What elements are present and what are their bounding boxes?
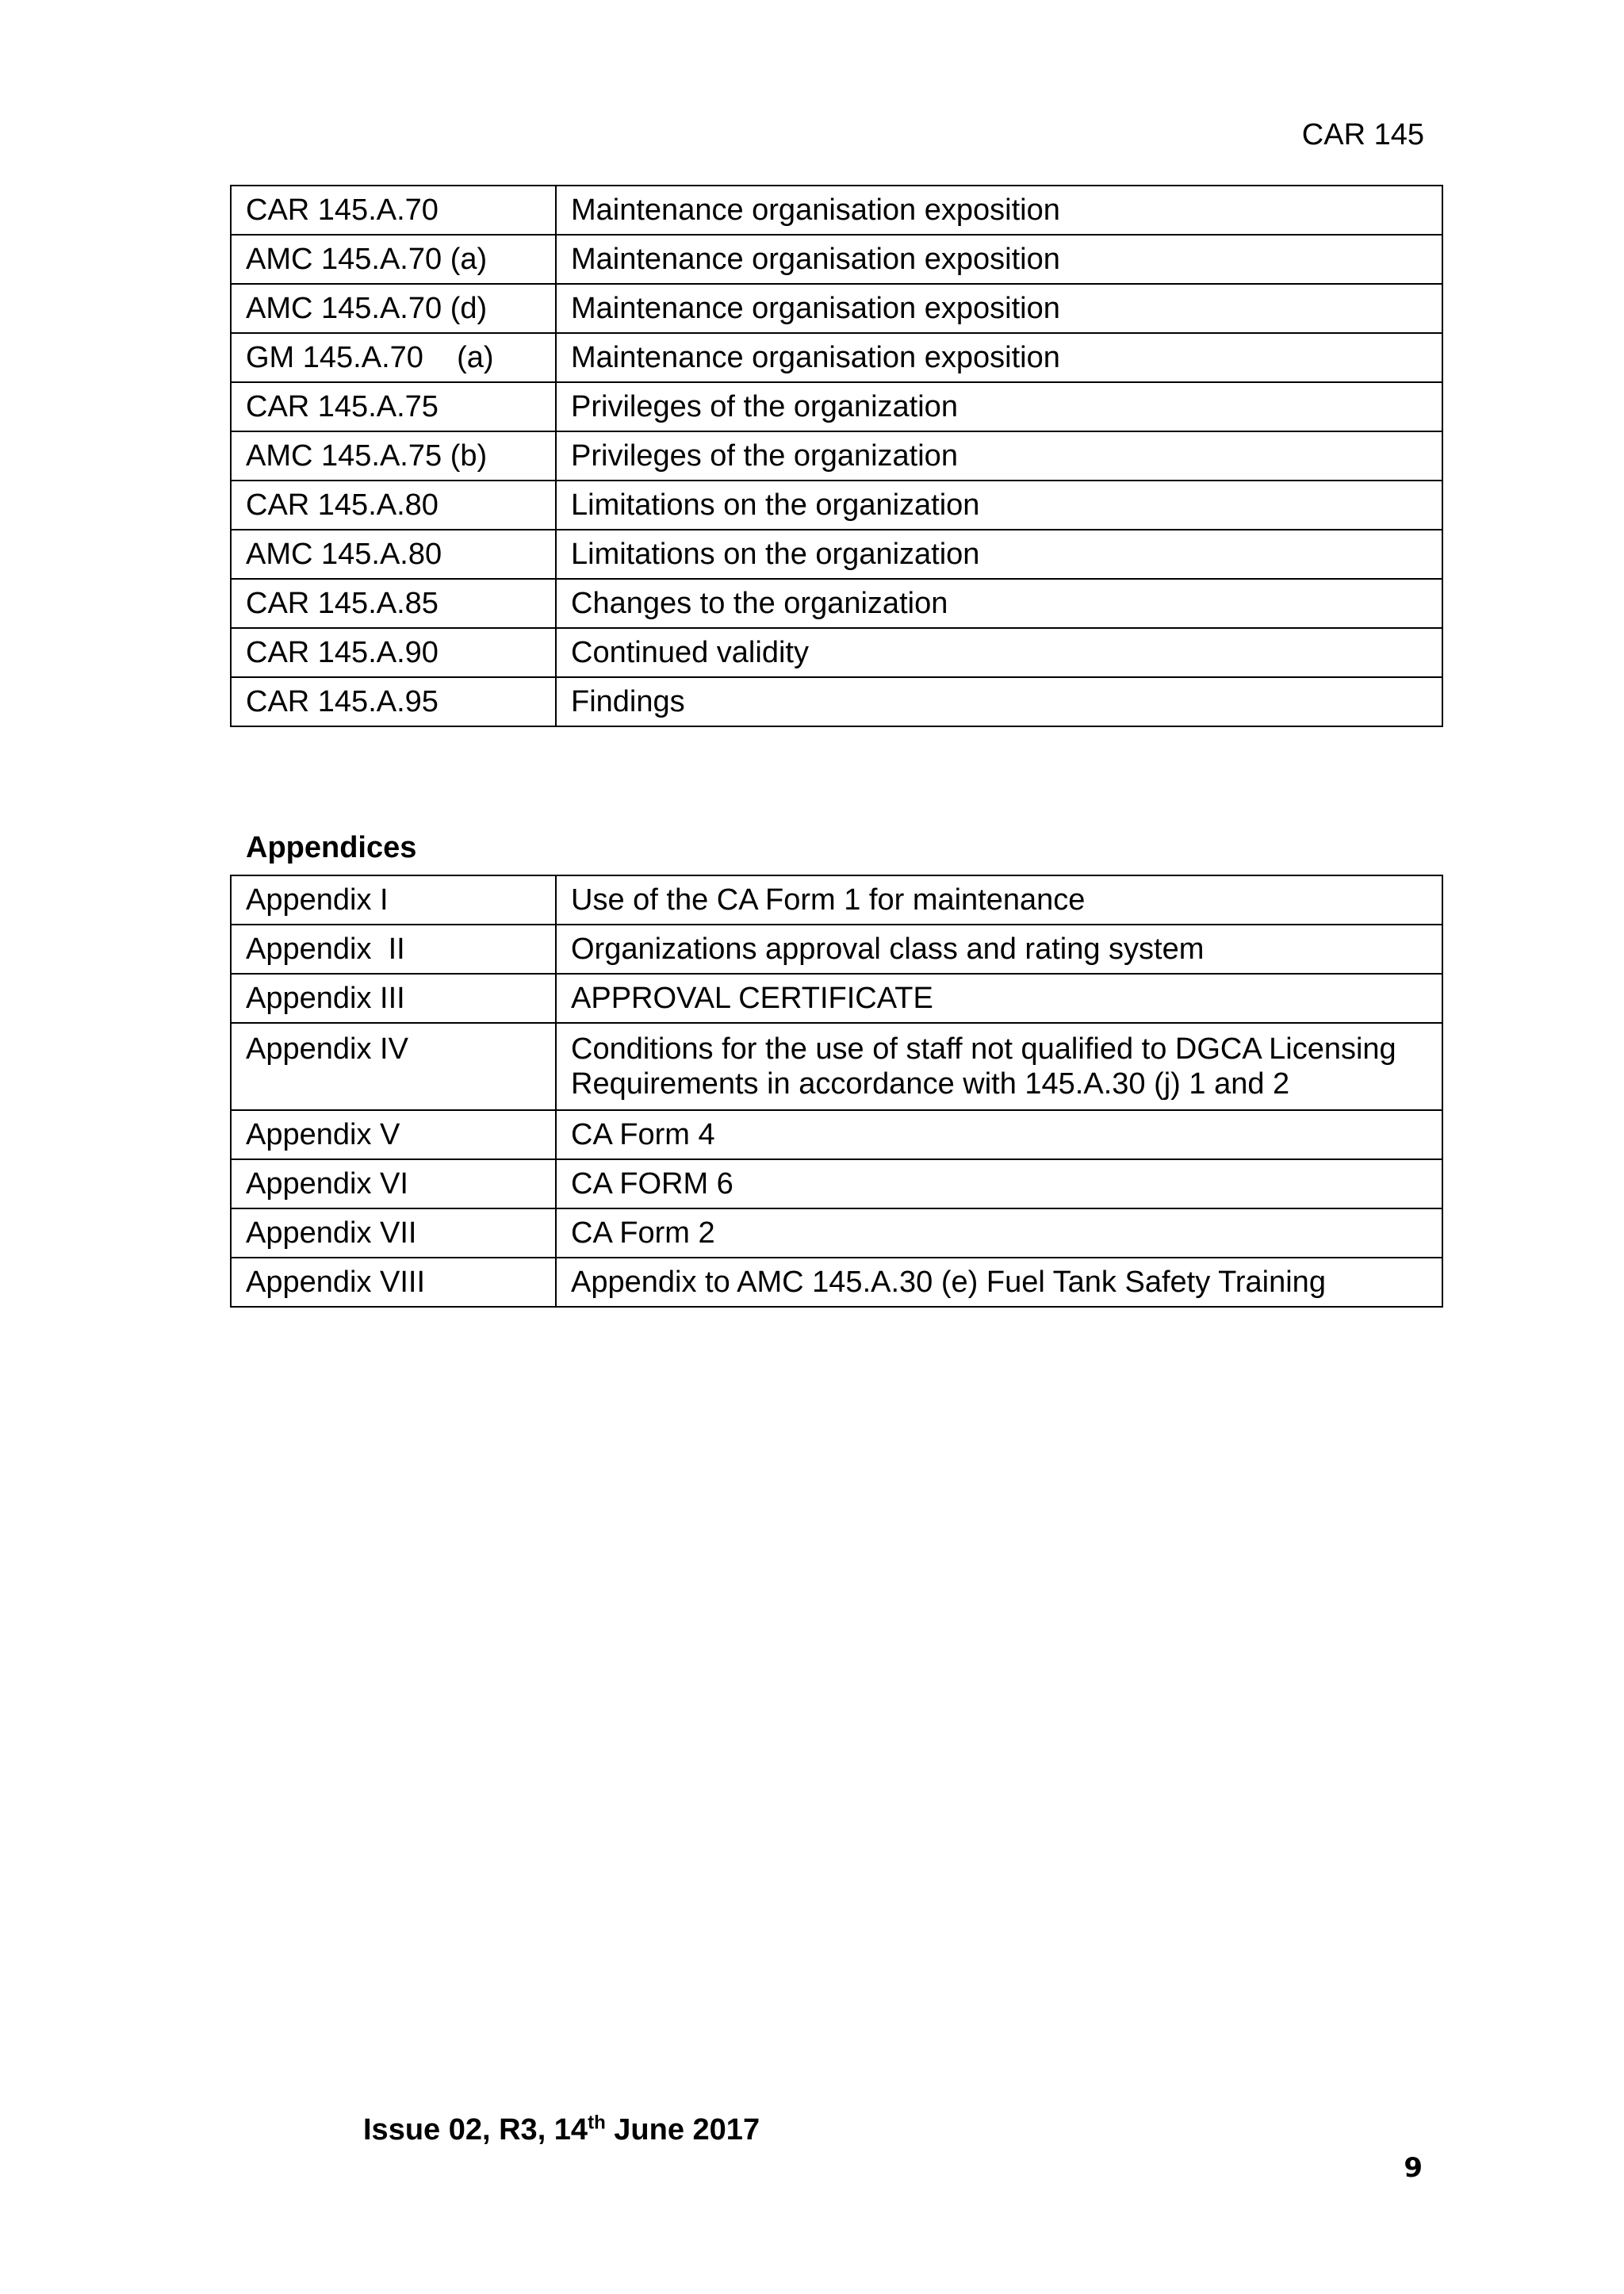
- issue-ordinal: th: [588, 2112, 606, 2134]
- issue-suffix: June 2017: [605, 2113, 760, 2147]
- title-line: Conditions for the use of staff not qualified to DGCA Licensing: [571, 1032, 1396, 1066]
- reference-cell: CAR 145.A.75: [231, 382, 556, 431]
- reference-cell: Appendix III: [231, 974, 556, 1023]
- table-row: [231, 1110, 1442, 1159]
- title-cell: CA Form 4: [556, 1110, 1442, 1159]
- table-row: [231, 431, 1442, 481]
- title-cell: Maintenance organisation exposition: [556, 235, 1442, 284]
- table-row: [231, 530, 1442, 579]
- title-cell: CA Form 2: [556, 1208, 1442, 1258]
- table-row: [231, 579, 1442, 628]
- table-row: [231, 235, 1442, 284]
- reference-cell: Appendix VII: [231, 1208, 556, 1258]
- table-row: [231, 628, 1442, 677]
- reference-cell: AMC 145.A.70 (a): [231, 235, 556, 284]
- reference-cell: Appendix V: [231, 1110, 556, 1159]
- table-row: [231, 284, 1442, 333]
- reference-cell: Appendix IV: [231, 1023, 556, 1110]
- appendices-table: [230, 875, 1443, 1308]
- table-row: [231, 677, 1442, 726]
- reference-cell: AMC 145.A.80: [231, 530, 556, 579]
- reference-cell: CAR 145.A.70: [231, 186, 556, 235]
- title-cell: Use of the CA Form 1 for maintenance: [556, 875, 1442, 925]
- appendices-heading: Appendices: [246, 831, 417, 864]
- issue-prefix: Issue 02, R3, 14: [363, 2113, 588, 2147]
- title-cell: Limitations on the organization: [556, 530, 1442, 579]
- reference-cell: CAR 145.A.85: [231, 579, 556, 628]
- table-row: [231, 1159, 1442, 1208]
- reference-cell: AMC 145.A.75 (b): [231, 431, 556, 481]
- table-row: [231, 1258, 1442, 1307]
- table-row: [231, 481, 1442, 530]
- title-cell: Continued validity: [556, 628, 1442, 677]
- title-cell: Limitations on the organization: [556, 481, 1442, 530]
- title-cell: Appendix to AMC 145.A.30 (e) Fuel Tank Safety Training: [556, 1258, 1442, 1307]
- table-row: [231, 925, 1442, 974]
- title-cell: Maintenance organisation exposition: [556, 186, 1442, 235]
- title-line: Requirements in accordance with 145.A.30 (j) 1 and 2: [571, 1067, 1290, 1101]
- reference-cell: Appendix I: [231, 875, 556, 925]
- reference-cell: CAR 145.A.90: [231, 628, 556, 677]
- reference-cell: Appendix VI: [231, 1159, 556, 1208]
- title-cell: Privileges of the organization: [556, 382, 1442, 431]
- table-row: [231, 1208, 1442, 1258]
- table-row: [231, 875, 1442, 925]
- reference-cell: Appendix II: [231, 925, 556, 974]
- reference-cell: CAR 145.A.80: [231, 481, 556, 530]
- title-cell: Changes to the organization: [556, 579, 1442, 628]
- table-row: [231, 186, 1442, 235]
- page-number: 9: [1404, 2152, 1423, 2184]
- title-cell: Organizations approval class and rating system: [556, 925, 1442, 974]
- reference-cell: AMC 145.A.70 (d): [231, 284, 556, 333]
- table-row: [231, 974, 1442, 1023]
- contents-table: [230, 185, 1443, 727]
- title-cell: Maintenance organisation exposition: [556, 333, 1442, 382]
- title-cell: Privileges of the organization: [556, 431, 1442, 481]
- table-row: [231, 333, 1442, 382]
- reference-cell: CAR 145.A.95: [231, 677, 556, 726]
- title-cell: Findings: [556, 677, 1442, 726]
- reference-cell: Appendix VIII: [231, 1258, 556, 1307]
- reference-cell: GM 145.A.70 (a): [231, 333, 556, 382]
- title-cell: Maintenance organisation exposition: [556, 284, 1442, 333]
- table-row: [231, 1023, 1442, 1110]
- title-cell: [556, 1023, 1442, 1110]
- table-row: [231, 382, 1442, 431]
- document-code: CAR 145: [1301, 118, 1424, 151]
- title-cell: APPROVAL CERTIFICATE: [556, 974, 1442, 1023]
- title-cell: CA FORM 6: [556, 1159, 1442, 1208]
- issue-date: [363, 2112, 760, 2147]
